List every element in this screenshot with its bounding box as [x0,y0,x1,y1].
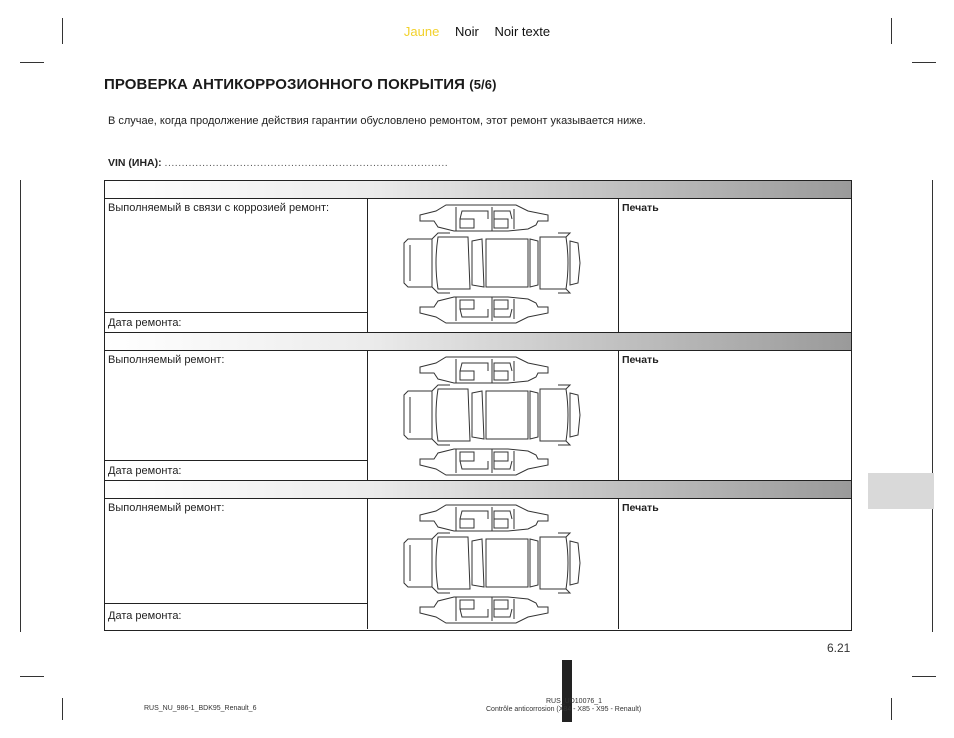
repair-date-cell[interactable] [105,312,367,332]
repair-label: Выполняемый ремонт: [108,502,225,514]
repair-label: Выполняемый в связи с коррозией ремонт: [108,202,330,214]
stamp-label: Печать [622,502,659,514]
tab-jaune: Jaune [403,24,440,39]
footer-doc-title: Contrôle anticorrosion (X84 - X85 - X95 - Renault) [486,706,642,713]
crop-mark [62,698,63,720]
color-separation-tabs [0,24,954,39]
repair-block-3 [105,499,851,629]
repair-label: Выполняемый ремонт: [108,354,225,366]
tab-noir: Noir [454,24,479,39]
repair-form [104,180,852,631]
crop-mark [932,180,933,632]
stamp-cell[interactable] [619,351,851,480]
repair-block-1 [105,199,851,333]
repair-block-2 [105,351,851,481]
footer-doc-code: RUS_UD10076_1 [546,698,603,705]
vin-line [108,157,448,169]
vin-input-dots[interactable]: ................................................................................... [164,157,449,169]
date-label: Дата ремонта: [108,610,182,622]
crop-mark [891,698,892,720]
page-number: 6.21 [827,641,851,655]
car-exploded-view-icon [398,503,584,625]
repair-description-cell[interactable] [105,351,368,480]
page-title [104,76,497,93]
repair-description-cell[interactable] [105,499,368,629]
crop-mark [20,62,44,63]
car-diagram-cell[interactable] [368,499,619,629]
form-header-bar [105,181,851,199]
date-label: Дата ремонта: [108,465,182,477]
crop-mark [20,180,21,632]
repair-date-cell[interactable] [105,460,367,480]
date-label: Дата ремонта: [108,317,182,329]
stamp-label: Печать [622,354,659,366]
crop-mark [20,676,44,677]
footer-file-name: RUS_NU_986-1_BDK95_Renault_6 [144,705,257,712]
tab-noir-texte: Noir texte [494,24,551,39]
page-title-suffix: (5/6) [469,77,497,92]
car-diagram-cell[interactable] [368,199,619,332]
form-header-bar [105,481,851,499]
page-title-text: ПРОВЕРКА АНТИКОРРОЗИОННОГО ПОКРЫТИЯ [104,76,466,93]
section-tab[interactable] [868,473,934,509]
car-exploded-view-icon [398,203,584,325]
stamp-label: Печать [622,202,659,214]
repair-date-cell[interactable] [105,603,367,629]
stamp-cell[interactable] [619,499,851,629]
stamp-cell[interactable] [619,199,851,332]
crop-mark [912,676,936,677]
car-exploded-view-icon [398,355,584,477]
vin-label: VIN (ИНА): [108,157,162,169]
repair-description-cell[interactable] [105,199,368,332]
car-diagram-cell[interactable] [368,351,619,480]
intro-text: В случае, когда продолжение действия гарантии обусловлено ремонтом, этот ремонт указывается ниже. [108,115,646,127]
crop-mark [912,62,936,63]
form-header-bar [105,333,851,351]
